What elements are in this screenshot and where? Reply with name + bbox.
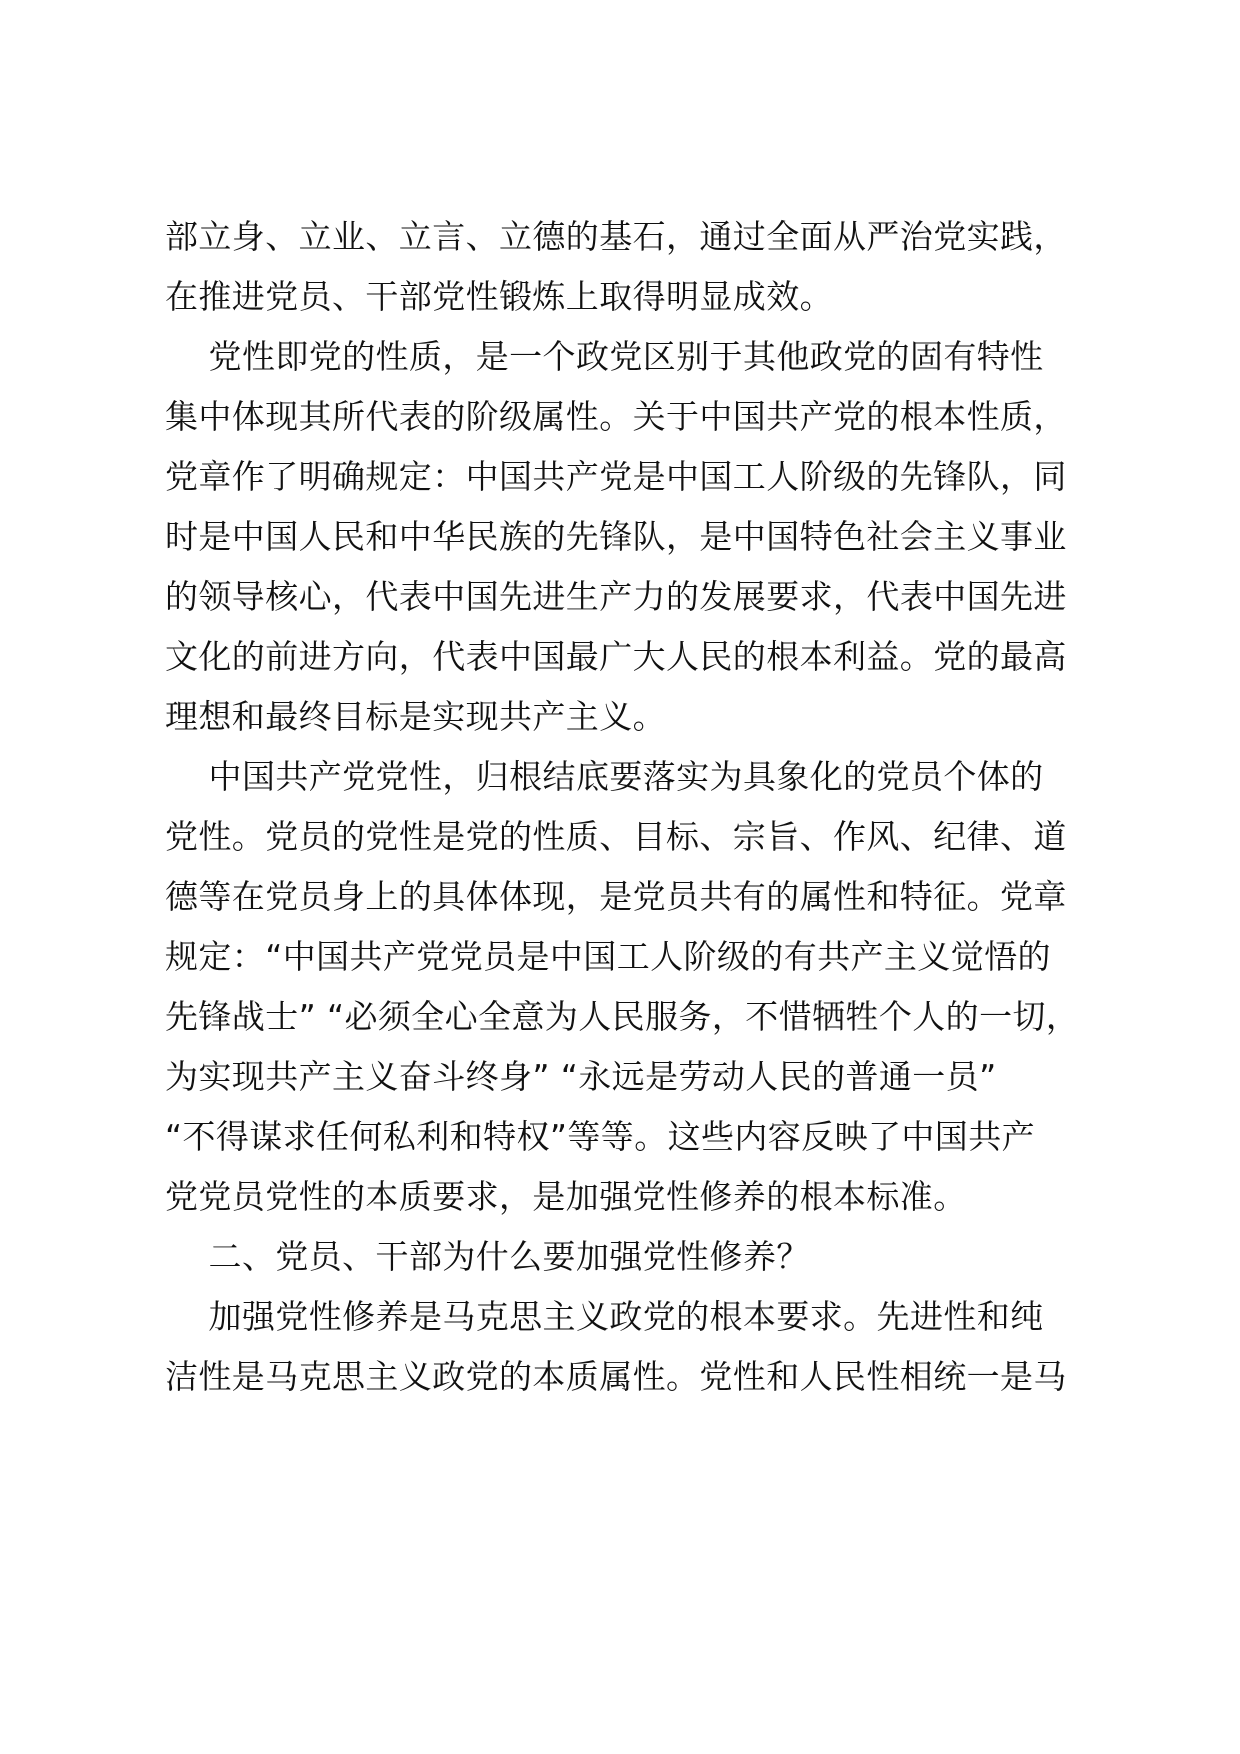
text-line: 规定：“中国共产党党员是中国工人阶级的有共产主义觉悟的	[165, 937, 1051, 976]
text-line: 的领导核心，代表中国先进生产力的发展要求，代表中国先进	[165, 577, 1067, 616]
text-line: 加强党性修养是马克思主义政党的根本要求。先进性和纯	[165, 1297, 1044, 1336]
text-line: 理想和最终目标是实现共产主义。	[165, 697, 666, 736]
section-heading: 二、党员、干部为什么要加强党性修养？	[165, 1237, 810, 1276]
text-line: 洁性是马克思主义政党的本质属性。党性和人民性相统一是马	[165, 1357, 1067, 1396]
text-line: 为实现共产主义奋斗终身” “永远是劳动人民的普通一员”	[165, 1057, 997, 1096]
text-line: 时是中国人民和中华民族的先锋队，是中国特色社会主义事业	[165, 517, 1067, 556]
text-line: 德等在党员身上的具体体现，是党员共有的属性和特征。党章	[165, 877, 1067, 916]
text-line: 党性。党员的党性是党的性质、目标、宗旨、作风、纪律、道	[165, 817, 1067, 856]
text-line: 在推进党员、干部党性锻炼上取得明显成效。	[165, 277, 833, 316]
text-line: 党党员党性的本质要求，是加强党性修养的根本标准。	[165, 1177, 967, 1216]
text-line: 集中体现其所代表的阶级属性。关于中国共产党的根本性质，	[165, 397, 1067, 436]
text-line: 先锋战士” “必须全心全意为人民服务，不惜牺牲个人的一切，	[165, 997, 1080, 1036]
text-line: 中国共产党党性，归根结底要落实为具象化的党员个体的	[165, 757, 1044, 796]
text-line: 文化的前进方向，代表中国最广大人民的根本利益。党的最高	[165, 637, 1067, 676]
text-line: “不得谋求任何私利和特权”等等。这些内容反映了中国共产	[165, 1117, 1035, 1156]
text-line: 党章作了明确规定：中国共产党是中国工人阶级的先锋队，同	[165, 457, 1067, 496]
text-line: 党性即党的性质，是一个政党区别于其他政党的固有特性	[165, 337, 1044, 376]
text-line: 部立身、立业、立言、立德的基石，通过全面从严治党实践，	[165, 217, 1067, 256]
